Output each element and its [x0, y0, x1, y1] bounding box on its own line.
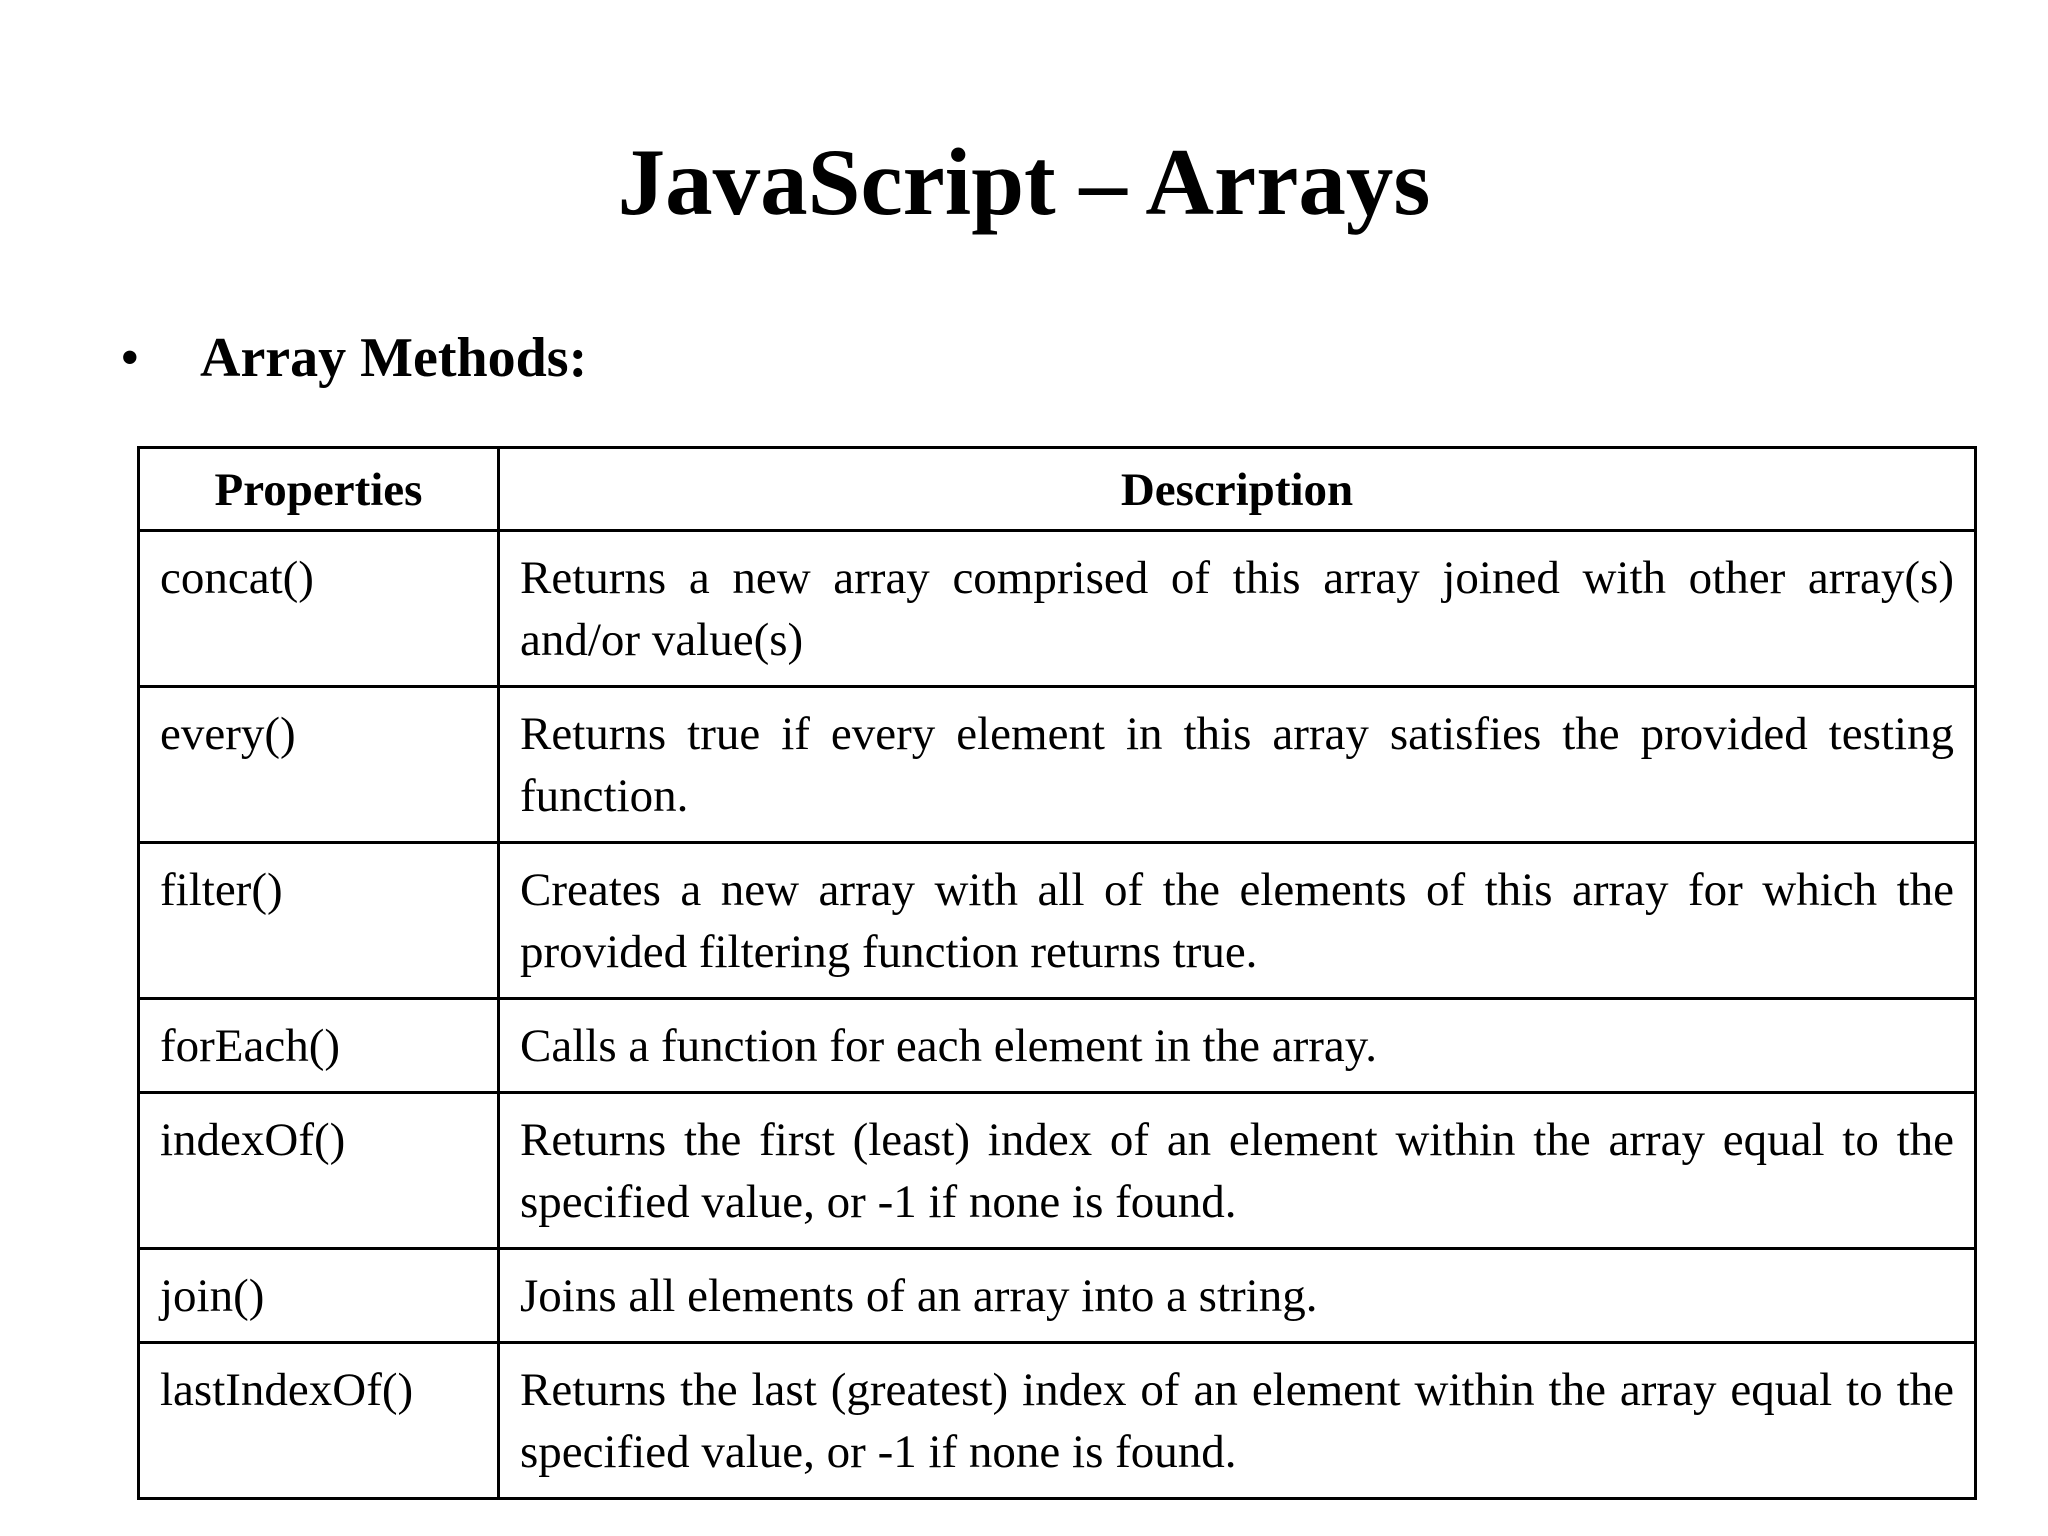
- property-cell: concat(): [139, 531, 499, 687]
- table-row: [139, 687, 1976, 843]
- table-row: [139, 843, 1976, 999]
- description-cell: Calls a function for each element in the array.: [499, 999, 1976, 1093]
- property-cell: lastIndexOf(): [139, 1343, 499, 1499]
- description-cell: Joins all elements of an array into a string.: [499, 1249, 1976, 1343]
- property-cell: every(): [139, 687, 499, 843]
- bullet-text: Array Methods:: [200, 327, 588, 389]
- property-cell: indexOf(): [139, 1093, 499, 1249]
- slide-title: JavaScript – Arrays: [617, 129, 1431, 235]
- table-row: [139, 1343, 1976, 1499]
- description-cell: Returns the last (greatest) index of an element within the array equal to the specified value, or -1 if none is found.: [499, 1343, 1976, 1499]
- bullet-marker: •: [120, 327, 140, 389]
- table-row: [139, 531, 1976, 687]
- property-cell: filter(): [139, 843, 499, 999]
- header-description: Description: [499, 448, 1976, 531]
- table-row: [139, 1093, 1976, 1249]
- description-cell: Returns a new array comprised of this array joined with other array(s) and/or value(s): [499, 531, 1976, 687]
- table-row: [139, 1249, 1976, 1343]
- header-properties: Properties: [139, 448, 499, 531]
- description-cell: Creates a new array with all of the elements of this array for which the provided filtering function returns true.: [499, 843, 1976, 999]
- property-cell: forEach(): [139, 999, 499, 1093]
- bullet-item: [120, 325, 587, 392]
- property-cell: join(): [139, 1249, 499, 1343]
- description-cell: Returns true if every element in this array satisfies the provided testing function.: [499, 687, 1976, 843]
- description-cell: Returns the first (least) index of an element within the array equal to the specified value, or -1 if none is found.: [499, 1093, 1976, 1249]
- table-row: [139, 999, 1976, 1093]
- array-methods-table: [137, 446, 1977, 1500]
- table-header-row: [139, 448, 1976, 531]
